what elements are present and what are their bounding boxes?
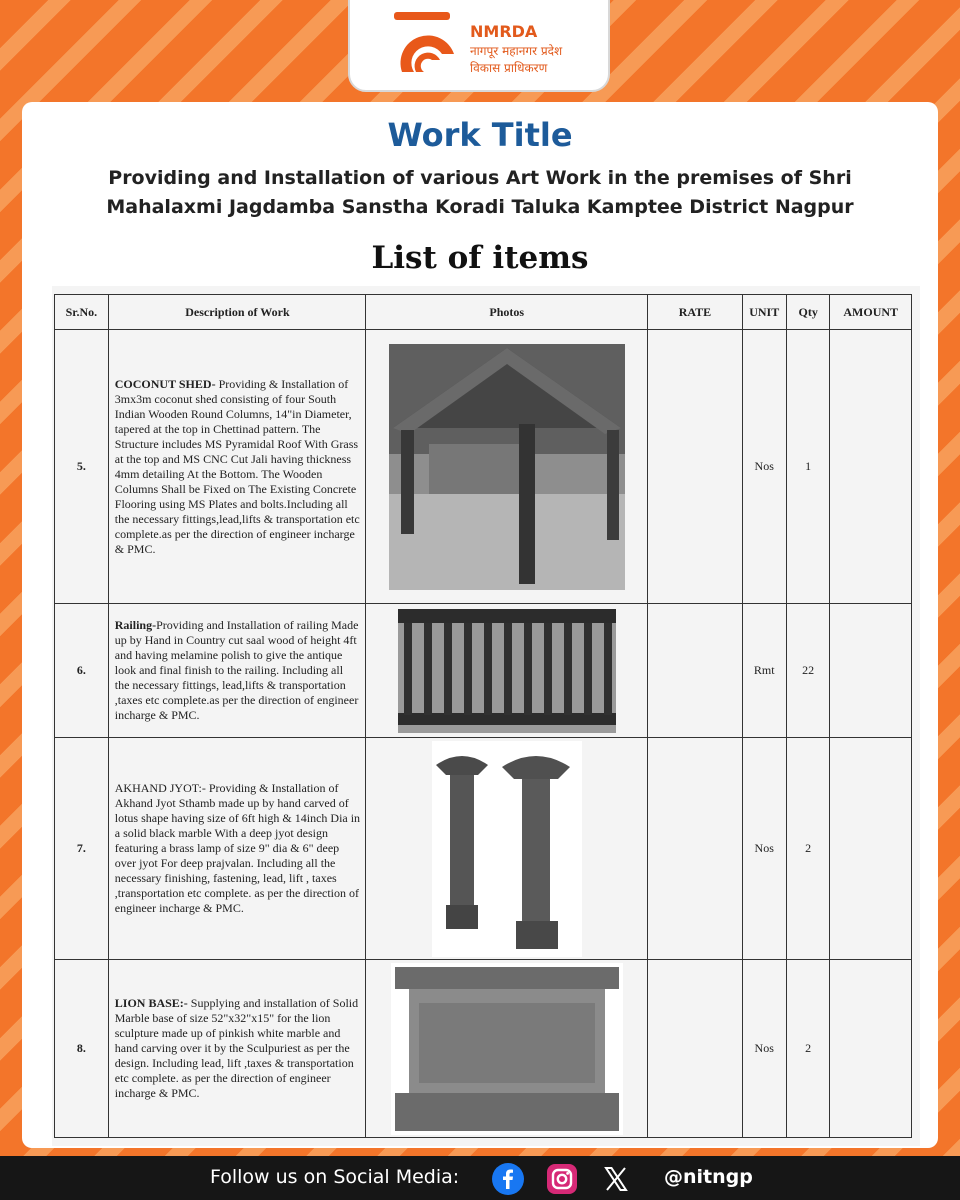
table-row: [55, 738, 912, 960]
row-item-text: Providing and Installation of railing Made up by Hand in Country cut saal wood of height 4ft and having melamine polish to give the antique look and final finish to the railing. Including all the necessary fittings, lead,lifts & transportation ,taxes etc complete.as per the direction of engineer incharge & PMC.: [114, 618, 359, 722]
row-qty: 1: [786, 330, 830, 604]
row-rate: [648, 738, 742, 960]
column-header-qty: Qty: [786, 295, 830, 330]
row-description: [108, 738, 365, 960]
column-header-rate: RATE: [648, 295, 742, 330]
column-header-amount: AMOUNT: [830, 295, 912, 330]
work-title-text: Providing and Installation of various Art Work in the premises of Shri Mahalaxmi Jagdamba Sanstha Koradi Taluka Kamptee District Nagpur: [106, 167, 854, 218]
row-item-text: Providing & Installation of 3mx3m coconut shed consisting of four South Indian Wooden Round Columns, 14"in Diameter, tapered at the top in Chettinad pattern. The Structure includes MS Pyramidal Roof With Grass at the top and MS CNC Cut Jali having thickness 4mm detailing At the Bottom. The Wooden Columns Shall be Fixed on The Existing Concrete Flooring using MS Plates and bolts.Including all the necessary fittings,lead,lifts & transportation etc complete.as per the direction of engineer incharge & PMC.: [114, 376, 360, 556]
row-amount: [830, 604, 912, 738]
lion-base-photo: [391, 963, 623, 1135]
row-item-title: Railing-: [114, 618, 157, 632]
row-item-text: AKHAND JYOT:- Providing & Installation of Akhand Jyot Sthamb made up by hand carved of lotus shape having size of 6ft high & 14inch Dia in a solid black marble With a deep jyot design featuring a brass lamp of size 9" dia & 6" deep over jyot For deep prajvalan. Including all the necessary finishing, fastening, lead, lift , taxes ,transportation etc complete. as per the direction of engineer incharge & PMC.: [114, 781, 361, 915]
column-header-srno: Sr.No.: [55, 295, 109, 330]
row-srno: 8.: [55, 960, 109, 1138]
org-short-name: NMRDA: [470, 22, 538, 41]
row-qty: 22: [786, 604, 830, 738]
table-header-row: [55, 295, 912, 330]
social-handle[interactable]: @nitngp: [664, 1166, 753, 1188]
row-description: [108, 330, 365, 604]
table-row: [55, 604, 912, 738]
row-photo-cell: [366, 330, 648, 604]
column-header-unit: UNIT: [742, 295, 786, 330]
railing-photo: [398, 609, 616, 733]
row-item-title: COCONUT SHED-: [114, 376, 216, 391]
row-unit: Nos: [742, 330, 786, 604]
row-qty: 2: [786, 960, 830, 1138]
table-row: [55, 330, 912, 604]
row-amount: [830, 330, 912, 604]
row-description: [108, 960, 365, 1138]
work-title-label: Work Title: [387, 116, 573, 154]
row-photo-cell: [366, 604, 648, 738]
instagram-icon[interactable]: [546, 1163, 578, 1195]
follow-us-label: Follow us on Social Media:: [210, 1166, 460, 1188]
row-item-text: Supplying and installation of Solid Marble base of size 52"x32"x15" for the lion sculpture made up of pinkish white marble and hand carving over it by the Sculpuriest as per the design. Including lead, lift ,taxes & transportation etc complete. as per the direction of engineer incharge & PMC.: [114, 996, 359, 1100]
row-item-title: LION BASE:-: [114, 996, 188, 1010]
social-footer: [0, 1156, 960, 1200]
items-table: [54, 294, 912, 1138]
row-rate: [648, 604, 742, 738]
row-srno: 6.: [55, 604, 109, 738]
org-hindi-line-1: नागपूर महानगर प्रदेश: [470, 44, 563, 58]
row-photo-cell: [366, 738, 648, 960]
org-hindi-line-2: विकास प्राधिकरण: [470, 61, 548, 75]
row-unit: Rmt: [742, 604, 786, 738]
row-srno: 7.: [55, 738, 109, 960]
coconut-shed-photo: [389, 344, 625, 590]
row-description: [108, 604, 365, 738]
row-srno: 5.: [55, 330, 109, 604]
facebook-icon[interactable]: [492, 1163, 524, 1195]
table-row: [55, 960, 912, 1138]
row-amount: [830, 960, 912, 1138]
row-rate: [648, 960, 742, 1138]
row-unit: Nos: [742, 960, 786, 1138]
row-rate: [648, 330, 742, 604]
column-header-description: Description of Work: [108, 295, 365, 330]
row-photo-cell: [366, 960, 648, 1138]
akhand-jyot-photo: [432, 741, 582, 957]
x-icon[interactable]: [600, 1163, 632, 1195]
row-unit: Nos: [742, 738, 786, 960]
nmrda-logo-icon: [392, 10, 462, 80]
column-header-photos: Photos: [366, 295, 648, 330]
nmrda-logo-card: [348, 0, 610, 92]
row-amount: [830, 738, 912, 960]
list-heading: List of items: [371, 240, 589, 276]
row-qty: 2: [786, 738, 830, 960]
